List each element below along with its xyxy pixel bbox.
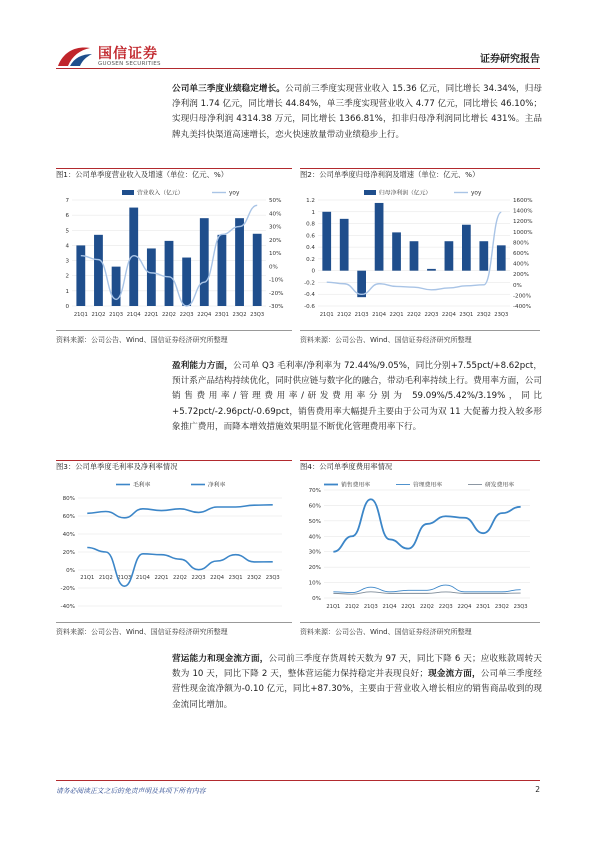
right-tick-label: 0% (513, 282, 522, 289)
figure-3-title: 图3：公司单季度毛利率及净利率情况 (56, 462, 178, 471)
left-tick-label: 1 (311, 209, 315, 216)
right-tick-label: -30% (269, 304, 284, 310)
series-line (333, 585, 520, 593)
x-tick-label: 23Q1 (214, 312, 229, 318)
figure-bottom-rule (300, 330, 540, 331)
left-tick-label: -0.6 (304, 304, 315, 310)
figure-3-source: 资料来源：公司公告、Wind、国信证券经济研究所整理 (56, 628, 228, 636)
page-number: 2 (535, 785, 540, 794)
figure-bottom-rule (56, 330, 292, 331)
y-tick-label: 80% (62, 496, 75, 502)
paragraph-lead: 盈利能力方面， (172, 361, 234, 371)
figure-1-source: 资料来源：公司公告、Wind、国信证券经济研究所整理 (56, 336, 228, 344)
figure-2-title: 图2：公司单季度归母净利润及增速（单位：亿元、%） (300, 170, 480, 179)
figure-1-title: 图1：公司单季度营业收入及增速（单位：亿元、%） (56, 170, 229, 179)
legend-label: 研发费用率 (485, 482, 514, 489)
x-tick-label: 21Q2 (337, 312, 352, 318)
x-tick-label: 23Q1 (228, 575, 243, 581)
net-profit-chart (300, 184, 540, 326)
y-tick-label: 20% (308, 565, 321, 572)
bar (497, 245, 506, 270)
left-tick-label: 0 (65, 304, 69, 310)
x-tick-label: 22Q1 (144, 312, 159, 318)
series-line (333, 499, 520, 551)
bar (410, 241, 419, 270)
legend-label: 归母净利润（亿元） (379, 190, 432, 197)
footer-divider (56, 780, 540, 781)
legend-label: yoy (229, 190, 240, 197)
x-tick-label: 21Q3 (354, 312, 369, 318)
left-tick-label: 0.2 (306, 256, 315, 263)
figure-2-source: 资料来源：公司公告、Wind、国信证券经济研究所整理 (300, 336, 472, 344)
legend-label: 营业收入（亿元） (137, 190, 184, 197)
x-tick-label: 22Q2 (173, 575, 187, 581)
x-tick-label: 22Q4 (441, 312, 456, 318)
bar (94, 235, 103, 306)
x-tick-label: 23Q3 (250, 312, 265, 318)
bar (218, 235, 227, 306)
x-tick-label: 23Q3 (513, 604, 528, 610)
x-tick-label: 22Q3 (438, 604, 453, 610)
right-tick-label: 20% (269, 237, 282, 244)
x-tick-label: 21Q3 (109, 312, 124, 318)
x-tick-label: 21Q1 (73, 312, 88, 318)
x-tick-label: 21Q3 (117, 575, 132, 581)
margin-chart (56, 476, 292, 618)
x-tick-label: 21Q4 (382, 604, 397, 610)
y-tick-label: 0% (66, 568, 75, 574)
x-tick-label: 23Q2 (232, 312, 247, 318)
x-tick-label: 22Q1 (389, 312, 404, 318)
left-tick-label: 5 (65, 228, 69, 235)
x-tick-label: 22Q3 (179, 312, 194, 318)
bar (375, 203, 384, 271)
x-tick-label: 21Q4 (372, 312, 387, 318)
bar (392, 232, 401, 270)
x-tick-label: 23Q2 (247, 575, 262, 581)
y-tick-label: 50% (308, 518, 321, 525)
x-tick-label: 23Q3 (494, 312, 509, 318)
bar (462, 225, 471, 271)
right-tick-label: 0% (269, 264, 278, 271)
paragraph-body: 公司单三季度经营性现金流净额为-0.10 亿元，同比+87.30%，主要由于营业收入增长相应的销售商品收到的现金流同比增加。 (172, 669, 542, 710)
x-tick-label: 23Q1 (459, 312, 474, 318)
y-tick-label: -40% (60, 604, 75, 610)
revenue-chart (56, 184, 292, 326)
left-tick-label: 4 (65, 243, 69, 250)
report-type-title: 证券研究报告 (480, 54, 540, 65)
left-tick-label: 1 (65, 288, 69, 295)
x-tick-label: 22Q2 (162, 312, 176, 318)
y-tick-label: 40% (62, 532, 75, 538)
legend-label: 毛利率 (133, 482, 151, 489)
right-tick-label: 1400% (513, 208, 533, 215)
y-tick-label: 70% (308, 488, 321, 494)
y-tick-label: 10% (308, 580, 321, 587)
bar (182, 258, 191, 306)
figure-4-source: 资料来源：公司公告、Wind、国信证券经济研究所整理 (300, 628, 472, 636)
x-tick-label: 22Q1 (154, 575, 169, 581)
y-tick-label: 60% (62, 514, 75, 520)
left-tick-label: -0.2 (304, 280, 315, 287)
right-tick-label: 50% (269, 198, 282, 204)
paragraph-performance (172, 82, 542, 143)
bar (445, 241, 454, 270)
right-tick-label: 30% (269, 224, 282, 231)
y-tick-label: 20% (62, 550, 75, 556)
bar (112, 267, 121, 306)
bar (340, 219, 349, 271)
right-tick-label: 800% (513, 240, 529, 247)
x-tick-label: 23Q2 (494, 604, 509, 610)
right-tick-label: 600% (513, 251, 529, 257)
right-tick-label: 1000% (513, 229, 533, 236)
logo-text: 国信证券 (98, 46, 158, 62)
right-tick-label: 1600% (513, 198, 533, 204)
x-tick-label: 22Q4 (457, 604, 472, 610)
left-tick-label: 0.8 (306, 221, 315, 228)
bar (235, 218, 244, 306)
legend-swatch (364, 190, 376, 195)
right-tick-label: 400% (513, 261, 529, 268)
bar (200, 218, 209, 306)
paragraph-lead: 营运能力和现金流方面， (172, 654, 269, 664)
right-tick-label: 200% (513, 272, 529, 279)
figure-4-title: 图4：公司单季度费用率情况 (300, 462, 393, 471)
x-tick-label: 21Q4 (135, 575, 150, 581)
bar (147, 248, 156, 306)
x-tick-label: 21Q4 (126, 312, 141, 318)
legend-label: 销售费用率 (341, 482, 370, 489)
right-tick-label: 40% (269, 211, 282, 218)
bar (165, 241, 174, 306)
left-tick-label: 0 (311, 268, 315, 275)
bar (427, 269, 436, 271)
footer-disclaimer: 请务必阅读正文之后的免责声明及其项下所有内容 (56, 787, 206, 795)
y-tick-label: 60% (308, 503, 321, 510)
right-tick-label: 1200% (513, 219, 533, 226)
left-tick-label: 0.4 (306, 245, 315, 252)
bar (253, 234, 262, 306)
x-tick-label: 21Q2 (345, 604, 360, 610)
x-tick-label: 21Q2 (91, 312, 106, 318)
right-tick-label: 10% (269, 251, 282, 257)
legend-swatch (122, 190, 134, 195)
y-tick-label: -20% (60, 586, 75, 592)
logo-subtext: GUOSEN SECURITIES (98, 61, 161, 67)
header-divider (56, 68, 540, 69)
left-tick-label: 3 (65, 258, 69, 265)
figure-bottom-rule (56, 622, 292, 623)
left-tick-label: 6 (65, 213, 69, 220)
right-tick-label: -20% (269, 290, 284, 297)
x-tick-label: 21Q1 (326, 604, 341, 610)
bar (322, 212, 331, 271)
x-tick-label: 23Q3 (265, 575, 280, 581)
x-tick-label: 22Q2 (407, 312, 421, 318)
x-tick-label: 21Q3 (363, 604, 378, 610)
paragraph-body: 公司前三季度存货周转天数为 97 天，同比下降 6 天；应收账款周转天数为 10 天，同比下降 2 天，整体营运能力保持稳定并表现良好； (172, 654, 542, 680)
x-tick-label: 22Q4 (197, 312, 212, 318)
x-tick-label: 23Q1 (476, 604, 491, 610)
bar (479, 241, 488, 270)
paragraph-body: 公司前三季度实现营业收入 15.36 亿元，同比增长 34.34%，归母净利润 1.74 亿元，同比增长 44.84%，单三季度实现营业收入 4.77 亿元，同比增长 46.10%；实现归母净利润 4314.38 万元，同比增长 1366.81%，扣非归母净利润同比增长 431%。主品牌丸美抖快渠道高速增长，恋火快速放量带动业绩稳步上行。 (172, 84, 542, 140)
y-tick-label: 30% (308, 549, 321, 556)
x-tick-label: 22Q1 (401, 604, 416, 610)
y-tick-label: 0% (312, 596, 321, 602)
x-tick-label: 22Q4 (210, 575, 225, 581)
paragraph-body: 公司单 Q3 毛利率/净利率为 72.44%/9.05%，同比分别+7.55pct/+8.62pct，预计系产品结构持续优化，同时供应链与数字化的融合，带动毛利率持续上行。费用率方面，公司销售费用率/管理费用率/研发费用率分别为 59.09%/5.42%/3.19%，同比+5.72pct/-2.96pct/-0.69pct，销售费用率大幅提升主要由于公司为双 11 大促蓄力投入较多形象推广费用，而降本增效措施效果明显不断优化管理费用率下行。 (172, 361, 542, 432)
left-tick-label: 0.6 (306, 233, 315, 240)
legend-label: 净利率 (208, 482, 226, 489)
x-tick-label: 22Q3 (424, 312, 439, 318)
paragraph-operations (172, 652, 542, 713)
legend-label: 管理费用率 (413, 482, 442, 489)
right-tick-label: -400% (513, 304, 532, 310)
right-tick-label: -10% (269, 277, 284, 284)
x-tick-label: 21Q1 (80, 575, 95, 581)
logo-mark-icon (56, 44, 94, 68)
x-tick-label: 22Q2 (420, 604, 434, 610)
y-tick-label: 40% (308, 534, 321, 541)
right-tick-label: -200% (513, 293, 532, 300)
x-tick-label: 22Q3 (191, 575, 206, 581)
paragraph-profitability (172, 359, 542, 435)
left-tick-label: -0.4 (304, 292, 315, 299)
bar (76, 245, 85, 306)
x-tick-label: 21Q1 (319, 312, 334, 318)
paragraph-lead: 公司单三季度业绩稳定增长。 (172, 84, 285, 94)
left-tick-label: 7 (65, 198, 69, 204)
x-tick-label: 23Q2 (476, 312, 491, 318)
expense-ratio-chart (300, 476, 540, 618)
legend-label: yoy (471, 190, 482, 197)
figure-bottom-rule (300, 622, 540, 623)
left-tick-label: 2 (65, 273, 69, 280)
x-tick-label: 21Q2 (98, 575, 113, 581)
paragraph-lead: 现金流方面， (427, 669, 481, 680)
left-tick-label: 1.2 (306, 198, 315, 204)
